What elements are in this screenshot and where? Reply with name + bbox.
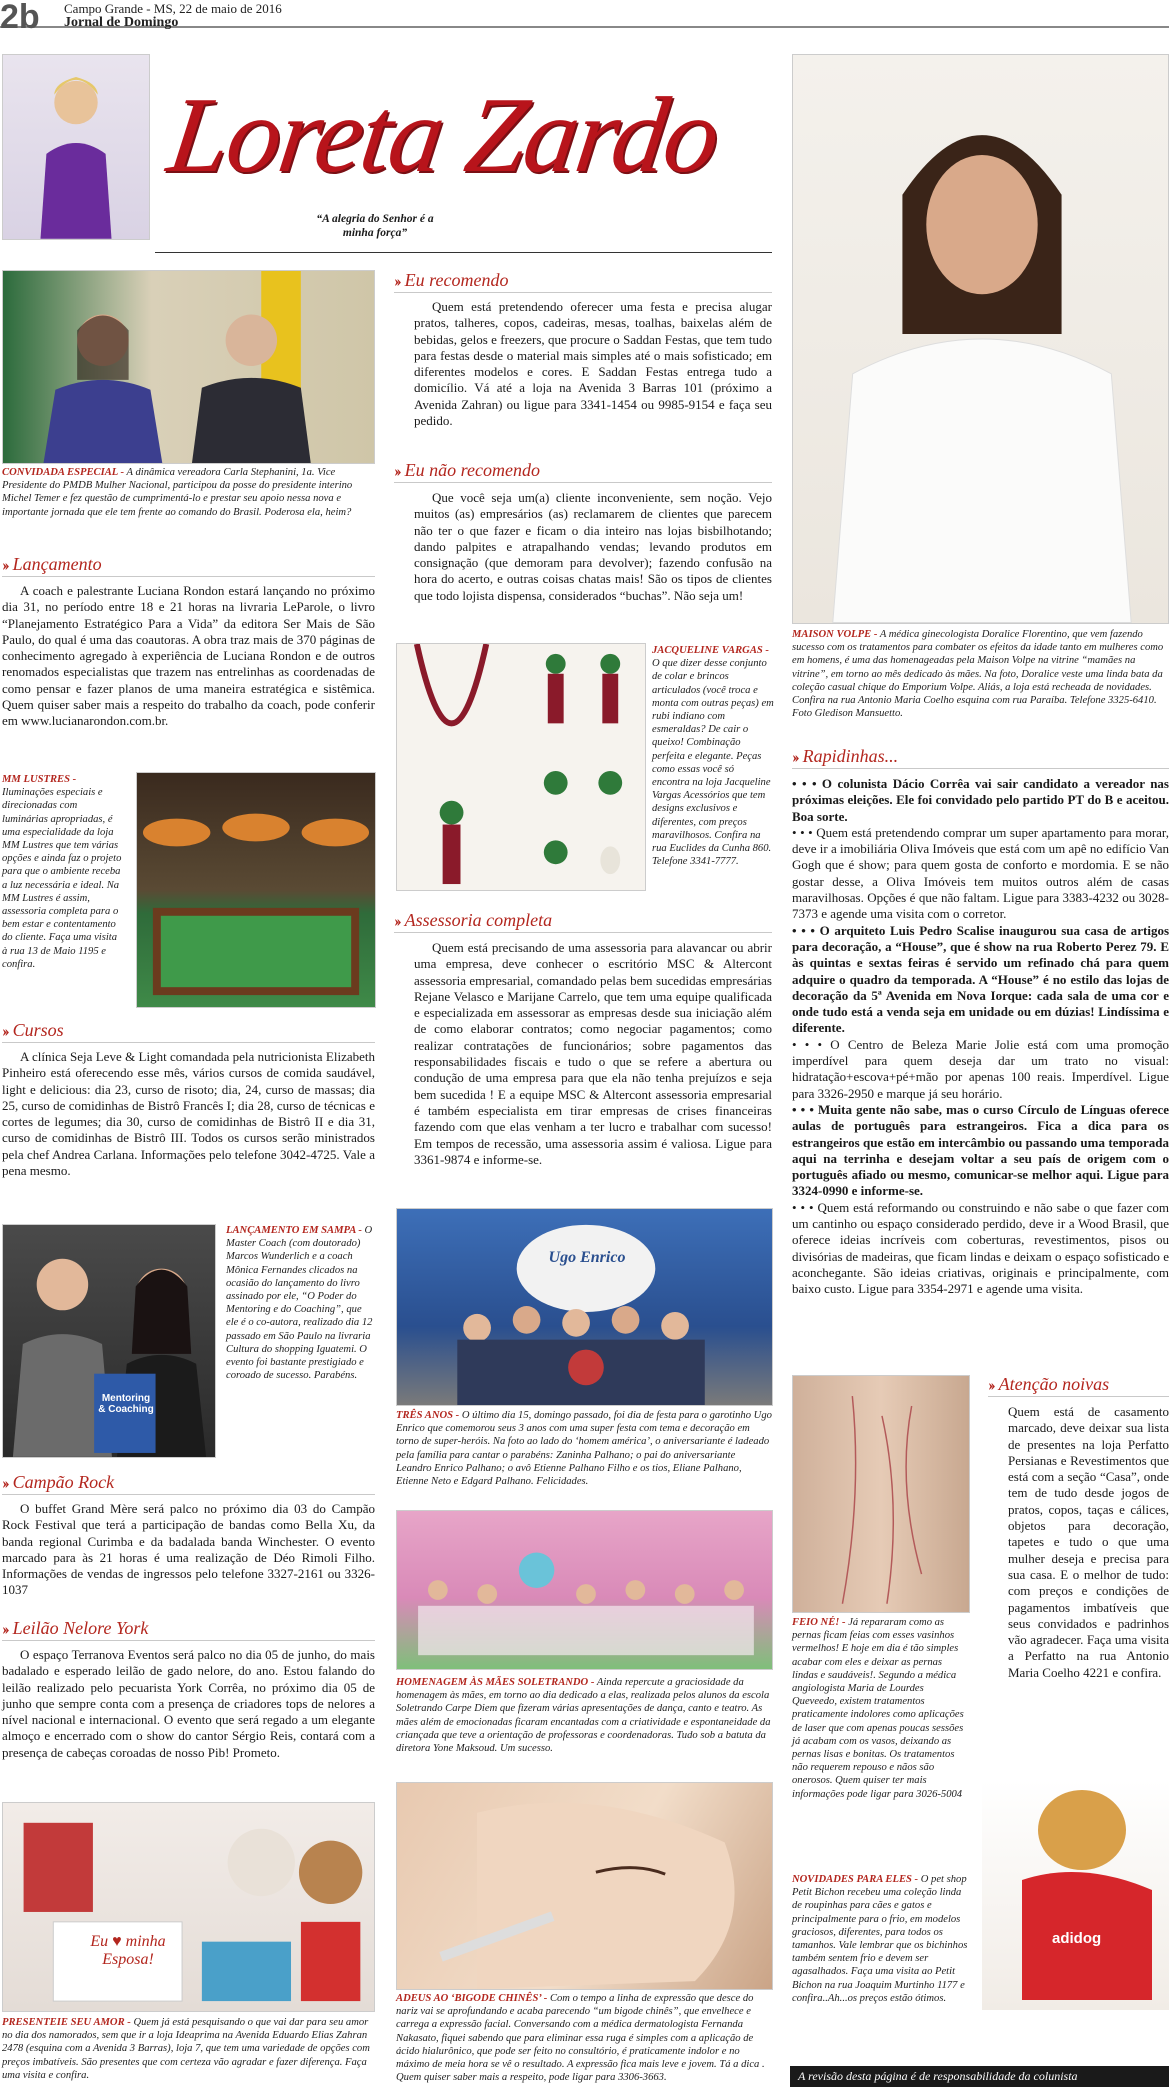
caption-tres-anos: TRÊS ANOS - O último dia 15, domingo passado, foi dia de festa para o garotinho Ugo Enrico que comemorou seus 3 anos com uma super festa com tema e decoração em torno de super-heróis. Na foto ao lado do ‘homem américa’, o aniversariante é ladeado pela família para cantar o parabéns: Zaninha Palhano; o pai do aniversariante Leandro Enrico Palhano; o avô Etienne Palhano Filho e os tios, Eliane Palhano, Etienne Neto e Edgard Palhano. Felicidades.	[396, 1410, 772, 1488]
caption-jacqueline-vargas: JACQUELINE VARGAS - O que dizer desse conjunto de colar e brincos articulados (você troca e monta com outras peças) em rubi indiano com esmeraldas? De cair o queixo! Combinação perfeita e elegante. Peças como essas você só encontra na loja Jacqueline Vargas Acessórios que tem designs exclusivos e diferentes, com preços maravilhosos. Confira na rua Euclides da Cunha 860. Telefone 3341-7777.	[652, 645, 774, 868]
section-eu-nao-recomendo-title: ›› Eu não recomendo	[394, 460, 540, 480]
photo-jacqueline-vargas	[396, 643, 646, 891]
section-rule	[792, 768, 1169, 769]
chevron-double-icon: ››	[988, 1377, 993, 1394]
gift-card-text: Eu ♥ minha Esposa!	[90, 1933, 166, 1968]
section-rule	[2, 576, 375, 577]
lancamento-text: A coach e palestrante Luciana Rondon estará lançando no próximo dia 31, no período entre 18 e 21 horas na livraria LeParole, o livro “Planejamento Estratégico Para a Vida” da editora Ser Mais de São Paulo, do qual é uma das coautoras. A obra traz mais de 370 páginas de conhecimento agregado à experiência de Luciana Rondon e de outros renomados especialistas que trazem nas entrelinhas as coordenadas de como pensar e fazer planos de uma maneira estratégica e sistêmica. Quem quiser saber mais a respeito do trabalho da coach, pode conferir em www.lucianarondon.com.br.	[2, 583, 375, 729]
chevron-double-icon: ››	[2, 1475, 7, 1492]
section-rule	[394, 292, 772, 293]
photo-feio-ne	[792, 1375, 970, 1613]
caption-lancamento-sampa: LANÇAMENTO EM SAMPA - O Master Coach (com doutorado) Marcos Wunderlich e a coach Mônica Fernandes clicados na ocasião do lançamento do livro assinado por ele, “O Poder do Mentoring e do Coaching”, que ele é o co-autora, realizado dia 12 passado em São Paulo na livraria Cultura do shopping Iguatemi. O evento foi bastante prestigiado e coroado de sucesso. Parabéns.	[226, 1225, 373, 1382]
rapidinha-item: • • • Quem está reformando ou construindo e não sabe o que fazer com um cantinho ou espaço considerado perdido, deve ir a Wood Brasil, que oferece ideias incríveis com coberturas, revestimentos, pisos ou divisórias de madeiras, que ficam lindas e deixam o espaço sofisticado e aconchegante. São ideias criativas, originais e principalmente, com baixo custo. Ligue para 3354-2971 e agende uma visita.	[792, 1199, 1169, 1297]
section-eu-recomendo-title: ›› Eu recomendo	[394, 270, 509, 290]
assessoria-text: Quem está precisando de uma assessoria para alavancar ou abrir uma empresa, deve conhecer o escritório MSC & Altercont assessoria empresarial, comandado pelas bem sucedidas empresárias Rejane Velasco e Marijane Carrelo, que tem uma equipe qualificada e especializada em assessorar as empresas desde sua iniciação além de como elaborar contratos; como negociar pagamentos; como realizar contratações de funcionários; sobre pagamentos das responsabilidades fiscais e tudo o que se refere a abertura ou condução de uma empresa para que ela não tenha prejuízos e seja bem sucedida ! E a equipe MSC & Altercont assessoria empresarial é também especialista em tirar empresas de crises financeiras fazendo com que elas venham a ter lucro e trabalhar com sucesso! Em tempos de recessão, uma assessoria assim é valiosa. Ligue para 3361-9874 e informe-se.	[414, 940, 772, 1167]
caption-presenteie: PRESENTEIE SEU AMOR - Quem já está pesquisando o que vai dar para seu amor no dia dos namorados, sem que ir a loja Ideaprima na Avenida Eduardo Elias Zahran 2478 (esquina com a Avenida 3 Barras), loja 7, que tem uma variedade de opções com preços imbatíveis. São presentes que com certeza vão agradar e fazer diferença. Faça uma visita e confira.	[2, 2017, 370, 2081]
rapidinhas-list	[792, 776, 1169, 1298]
paper-name: Jornal de Domingo	[64, 15, 179, 30]
section-leilao-title: ›› Leilão Nelore York	[2, 1618, 149, 1638]
city-date: Campo Grande - MS, 22 de maio de 2016	[64, 1, 282, 16]
chevron-double-icon: ››	[2, 1023, 7, 1040]
cursos-text: A clínica Seja Leve & Light comandada pela nutricionista Elizabeth Pinheiro está oferecendo esse mês, vários cursos de comida saudável, light e delicious: dia 23, curso de risoto; dia, 24, curso de massas; dia 25, curso de comidinhas de Bistrô Francês I; dia 28, curso de técnicas e cortes de legumes; dia 30, curso de comidinhas de Bistrô II e dia 31, curso de comidinhas de Bistrô III. Todos os cursos serão ministrados pela chef Andrea Carlana. Informações pelo telefone 3042-4725. Vale a pena mesmo.	[2, 1049, 375, 1179]
section-rule	[988, 1396, 1169, 1397]
caption-feio-ne: FEIO NÉ! - Já repararam como as pernas ficam feias com esses vasinhos vermelhos! E hoje em dia é tão simples acabar com eles e deixar as pernas lindas e saudáveis!. Segundo a médica angiologista Maria de Lourdes Queveedo, existem tratamentos praticamente indolores como aplicações de laser que com apenas poucas sessões já acabam com os vasos, deixando as pernas lisas e bonitas. Os tratamentos não requerem repouso e nãos são onerosos. Quem quiser ter mais informações pode ligar para 3026-5004	[792, 1617, 964, 1800]
photo-tres-anos	[396, 1208, 773, 1406]
section-rule	[2, 1640, 375, 1641]
caption-novidades: NOVIDADES PARA ELES - O pet shop Petit Bichon recebeu uma coleção linda de roupinhas para cães e gatos e principalmente para o frio, em modelos graciosos, diferentes, para todos os tamanhos. Vale lembrar que os bichinhos também sentem frio e devem ser agasalhados. Faça uma visita ao Petit Bichon na rua Joaquim Murtinho 1177 e confira..Ah...os preços estão ótimos.	[792, 1874, 968, 2004]
section-rapidinhas-title: ›› Rapidinhas...	[792, 746, 899, 766]
chevron-double-icon: ››	[792, 749, 797, 766]
section-cursos-title: ›› Cursos	[2, 1020, 64, 1040]
columnist-photo	[2, 54, 150, 240]
book-cover-label: Mentoring & Coaching	[98, 1393, 154, 1415]
section-rule	[2, 1494, 375, 1495]
caption-homenagem-maes: HOMENAGEM ÀS MÃES SOLETRANDO - Ainda repercute a graciosidade da homenagem às mães, em torno ao dia dedicado a elas, realizada pelos alunos da escola Soletrando Carpe Diem que fizeram várias apresentações de dança, canto e teatro. As mães além de emocionadas ficaram encantadas com a criatividade e espontaneidade da criançada que teve a orientação de professoras e coordenadoras. Tudo sob a batuta da diretora Yone Maksoud. Um sucesso.	[396, 1677, 771, 1755]
caption-convidada: CONVIDADA ESPECIAL - A dinâmica vereadora Carla Stephanini, 1a. Vice Presidente do PMDB Mulher Nacional, participou da posse do presidente interino Michel Temer e fez questão de cumprimentá-lo e prestar seu apoio nessa nova e importante jornada que ele tem frente ao comando do Brasil. Poderosa ela, heim?	[2, 467, 353, 518]
photo-maison-volpe	[792, 54, 1169, 624]
atencao-noivas-text: Quem está de casamento marcado, deve deixar sua lista de presentes na loja Perfatto Persianas e Revestimentos que está com a seção “Casa”, onde tem de tudo desde jogos de pratos, copos, taças e cálices, objetos para decoração, tapetes e tudo o que uma mulher deseja e precisa para sua casa. E o melhor de tudo: com preços e condições de pagamentos imbatíveis que seus convidados e padrinhos vão agradecer. Faça uma visita a Perfatto na rua Antonio Maria Coelho 4221 e confira.	[1008, 1404, 1169, 1680]
photo-homenagem-maes	[396, 1510, 773, 1670]
section-assessoria-title: ›› Assessoria completa	[394, 910, 553, 930]
chevron-double-icon: ››	[2, 1621, 7, 1638]
chevron-double-icon: ››	[394, 463, 399, 480]
rapidinha-item: • • • O colunista Dácio Corrêa vai sair candidato a vereador nas próximas eleições. Ele foi convidado pelo partido PT do B e aceitou. Boa sorte.	[792, 776, 1169, 824]
columnist-name-logo: Loreta Zardo	[161, 76, 726, 195]
motto: “A alegria do Senhor é a minha força”	[316, 213, 434, 239]
photo-adeus-bigode	[396, 1782, 773, 1990]
caption-mm-lustres: MM LUSTRES - Iluminações especiais e direcionadas com luminárias apropriadas, é uma especialidade da loja MM Lustres que tem várias opções e ainda faz o projeto para que o ambiente receba a luz necessária e ideal. Na MM Lustres é assim, assessoria completa para o bem estar e contentamento do cliente. Faça uma visita à rua 13 de Maio 1195 e confira.	[2, 774, 122, 970]
masthead-rule	[155, 252, 772, 253]
section-rule	[394, 482, 772, 483]
chevron-double-icon: ››	[394, 913, 399, 930]
eu-nao-recomendo-text: Que você seja um(a) cliente inconveniente, sem noção. Vejo muitos (as) empresários (as) reclamarem de clientes que parecem não ter o que fazer e ficam o dia inteiro nas lojas bisbilhotando; dando palpites e atrapalhando vendas; levando produtos em consignação (que demoram para devolver); fazendo confusão na hora do acerto, e outras coisas chatas mais! São os tipos de clientes que todo lojista dispensa, considerados “buchas”. Não seja um!	[414, 490, 772, 603]
rapidinha-item: • • • Muita gente não sabe, mas o curso Círculo de Línguas oferece aulas de português para estrangeiros. Fica a dica para os estrangeiros que estão em intercâmbio ou passando uma temporada aqui na terrinha e desejam voltar a seu país de origem com o português afiado ou mesmo, comunicar-se melhor aqui. Ligue para 3324-0990 e informe-se.	[792, 1101, 1169, 1199]
party-sign: Ugo Enrico	[548, 1249, 626, 1266]
caption-maison-volpe: MAISON VOLPE - A médica ginecologista Doralice Florentino, que vem fazendo sucesso com os tratamentos para combater os efeitos da idade tanto em mulheres como em homens, é uma das homenageadas pela Maison Volpe na vitrine “mamães na vitrine”, em torno ao mês dedicado às mães. Na foto, Doralice veste uma linda bata da coleção casual chique do Emporium Volpe. Aliás, a loja está recheada de novidades. Confira na rua Antonio Maria Coelho esquina com rua Paraíba. Telefone 3325-6410. Foto Gledison Mansuetto.	[792, 629, 1164, 720]
chevron-double-icon: ››	[394, 273, 399, 290]
footer-responsibility-note: A revisão desta página é de responsabilidade da colunista	[790, 2066, 1169, 2087]
section-campao-rock-title: ›› Campão Rock	[2, 1472, 115, 1492]
caption-adeus-bigode: ADEUS AO ‘BIGODE CHINÊS’ - Com o tempo a linha de expressão que desce do nariz vai se aprofundando e acaba parecendo “um bigode chinês”, que envelhece e carrega a expressão facial. Conversando com a médica dermatologista Fernanda Nakasato, fiquei sabendo que para eliminar essa ruga é simples com a aplicação de ácido hialurônico, que pode ser feito no consultório, é praticamente indolor e no máximo de meia hora se vê o resultado. A expressão fica mais leve e jovem. Tá a dica . Quem quiser saber mais a respeito, pode ligar para 3306-3663.	[396, 1993, 765, 2084]
section-rule	[394, 932, 772, 933]
section-atencao-noivas-title: ›› Atenção noivas	[988, 1374, 1110, 1394]
dog-shirt-label: adidog	[1052, 1930, 1102, 1947]
rapidinha-item: • • • O arquiteto Luis Pedro Scalise inaugurou sua casa de artigos para decoração, a “House”, que é show na rua Roberto Perez 79. E às quintas e sextas feiras é servido um refinado chá para quem adquire o quadro da temporada. A “House” é no estilo das lojas de decoração da 5ª Avenida em Nova Iorque: cada sala de uma cor e onde tudo está a venda seja em unidade ou em dúzias! Lindíssima e diferente.	[792, 922, 1169, 1036]
photo-cachorro-adidog	[982, 1780, 1169, 2010]
leilao-text: O espaço Terranova Eventos será palco no dia 05 de junho, do mais badalado e esperado leilão de gado nelore, do ano. Estou falando do leilão realizado pelo pecuarista York Corrêa, no próximo dia 05 de junho que sempre conta com a presença de criadores tops de nelores a nível nacional e internacional. O evento que será regado a um elegante almoço e encerrado com o show do cantor Sérgio Reis, contará com a presença de cabeças coroadas de nosso Pib! Prometo.	[2, 1647, 375, 1760]
section-lancamento-title: ›› Lançamento	[2, 554, 102, 574]
chevron-double-icon: ››	[2, 557, 7, 574]
eu-recomendo-text: Quem está pretendendo oferecer uma festa e precisa alugar pratos, talheres, copos, cadeiras, mesas, toalhas, baixelas além de bebidas, gelos e freezers, que procure o Saddan Festas, que tem tudo para festas desde o material mais simples até o mais sofisticado; em diferentes modelos e cores. E Saddan Festas entrega tudo a domicílio. Vá até a loja na Avenida 3 Barras 101 (próximo a Avenida Zahran) ou ligue para 3341-1454 ou 9985-9154 e faça seu pedido.	[414, 299, 772, 429]
section-rule	[2, 1042, 375, 1043]
photo-lancamento-sampa	[2, 1224, 216, 1458]
page-number: 2b	[0, 0, 40, 36]
photo-carla-temer	[2, 270, 375, 464]
rapidinha-item: • • • Quem está pretendendo comprar um super apartamento para morar, deve ir a imobiliária Oliva Imóveis que está com um apê no edifício Van Gogh que é show; para quem gosta de conforto e mordomia. E se não gostar desse, a Oliva Imóveis tem muitos outros além de casas maravilhosas. Opções é que não faltam. Ligue para 3383-4232 ou 3028-7373 e agende uma visita com o corretor.	[792, 824, 1169, 922]
campao-rock-text: O buffet Grand Mère será palco no próximo dia 03 do Campão Rock Festival que terá a participação de bandas como Bella Xu, da banda regional Curimba e da badalada banda Winchester. O evento marcado para às 21 horas é uma realização de Déo Rimoli Filho. Informações de vendas de ingressos pelo telefone 3327-2161 ou 3326-1037	[2, 1501, 375, 1598]
rapidinha-item: • • • O Centro de Beleza Marie Jolie está com uma promoção imperdível para quem deseja dar um trato no visual: hidratação+escova+pé+mão por apenas 100 reais. Imperdível. Ligue para 3326-2950 e marque já seu horário.	[792, 1036, 1169, 1101]
photo-mm-lustres	[136, 772, 376, 1008]
photo-presentes	[2, 1802, 375, 2012]
